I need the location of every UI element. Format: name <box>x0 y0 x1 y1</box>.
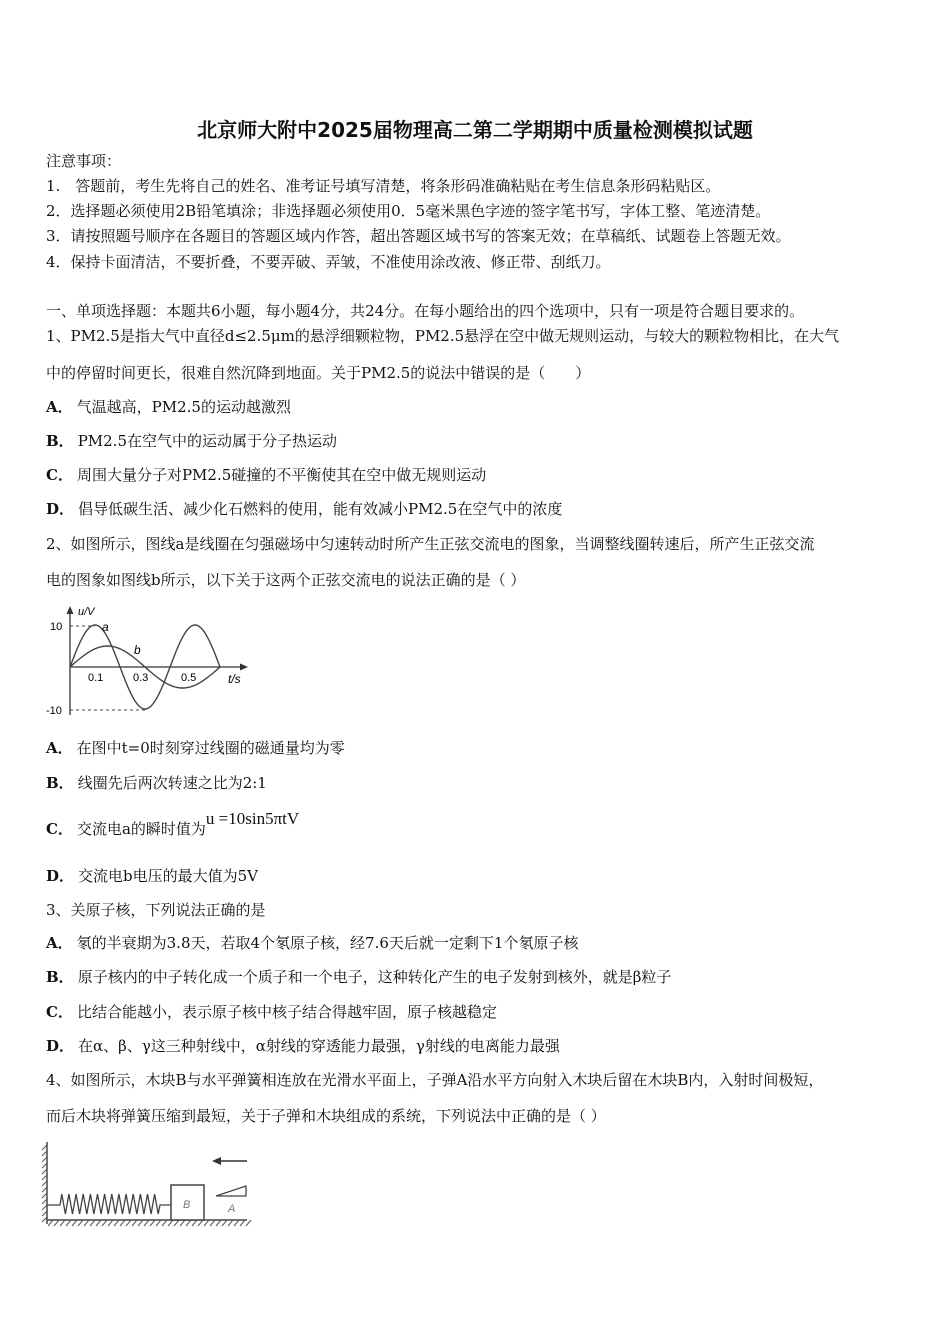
option-text: 原子核内的中子转化成一个质子和一个电子，这种转化产生的电子发射到核外，就是β粒子 <box>77 968 672 986</box>
option-label: C． <box>46 1003 73 1021</box>
hatch-line <box>162 1220 167 1226</box>
hatch-line <box>120 1220 125 1226</box>
hatch-line <box>114 1220 119 1226</box>
notice-item: 3．请按照题号顺序在各题目的答题区域内作答，超出答题区域书写的答案无效；在草稿纸、试题卷上答题无效。 <box>46 227 791 245</box>
y-tick: 10 <box>50 621 63 633</box>
option-a <box>46 738 345 758</box>
hatch-line <box>186 1220 191 1226</box>
option-a <box>46 397 291 417</box>
option-label: A． <box>46 934 73 952</box>
x-tick: 0.1 <box>88 672 104 684</box>
option-label: A． <box>46 739 73 757</box>
floor-hatch <box>48 1220 251 1226</box>
option-c <box>46 1002 497 1022</box>
question-stem: 中的停留时间更长，很难自然沉降到地面。关于PM2.5的说法中错误的是（ ） <box>46 364 591 382</box>
notice-item: 4．保持卡面清洁，不要折叠，不要弄破、弄皱，不准使用涂改液、修正带、刮纸刀。 <box>46 253 611 271</box>
hatch-line <box>132 1220 137 1226</box>
option-label: A． <box>46 398 73 416</box>
hatch-line <box>216 1220 221 1226</box>
x-tick: 0.5 <box>181 672 197 684</box>
hatch-line <box>168 1220 173 1226</box>
hatch-line <box>48 1220 53 1226</box>
hatch-line <box>204 1220 209 1226</box>
page-title: 北京师大附中2025届物理高二第二学期期中质量检测模拟试题 <box>197 118 753 142</box>
u-axis-arrow-icon <box>67 606 74 614</box>
bullet-a-label: A <box>228 1203 236 1215</box>
spring-block-figure <box>40 1135 255 1230</box>
block-b-label: B <box>183 1199 191 1211</box>
option-label: B． <box>46 432 74 450</box>
hatch-line <box>144 1220 149 1226</box>
hatch-line <box>90 1220 95 1226</box>
option-text: 线圈先后两次转速之比为2:1 <box>77 774 267 792</box>
option-b <box>46 431 337 451</box>
option-b <box>46 773 267 793</box>
option-text: 在α、β、γ这三种射线中，α射线的穿透能力最强，γ射线的电离能力最强 <box>78 1037 560 1055</box>
hatch-line <box>108 1220 113 1226</box>
hatch-line <box>174 1220 179 1226</box>
question-stem: 1、PM2.5是指大气中直径d≤2.5μm的悬浮细颗粒物，PM2.5悬浮在空中做无规则运动，与较大的颗粒物相比，在大气 <box>46 327 840 345</box>
option-label: B． <box>46 774 74 792</box>
option-label: D． <box>46 500 75 518</box>
hatch-line <box>198 1220 203 1226</box>
bullet-a <box>216 1186 246 1196</box>
question-stem: 4、如图所示，木块B与水平弹簧相连放在光滑水平面上，子弹A沿水平方向射入木块后留在木块B内，入射时间极短， <box>46 1071 824 1089</box>
hatch-line <box>78 1220 83 1226</box>
hatch-line <box>96 1220 101 1226</box>
hatch-line <box>150 1220 155 1226</box>
option-a <box>46 933 578 953</box>
hatch-line <box>102 1220 107 1226</box>
hatch-line <box>228 1220 233 1226</box>
hatch-line <box>210 1220 215 1226</box>
option-text: 倡导低碳生活、减少化石燃料的使用，能有效减小PM2.5在空气中的浓度 <box>78 500 563 518</box>
hatch-line <box>240 1220 245 1226</box>
notice-item: 1. 答题前，考生先将自己的姓名、准考证号填写清楚，将条形码准确粘贴在考生信息条形码粘贴区。 <box>46 177 721 195</box>
hatch-line <box>66 1220 71 1226</box>
hatch-line <box>138 1220 143 1226</box>
hatch-line <box>126 1220 131 1226</box>
option-text: 周围大量分子对PM2.5碰撞的不平衡使其在空中做无规则运动 <box>76 466 487 484</box>
notice-item: 2．选择题必须使用2B铅笔填涂；非选择题必须使用0．5毫米黑色字迹的签字笔书写，字体工整、笔迹清楚。 <box>46 202 771 220</box>
hatch-line <box>192 1220 197 1226</box>
x-tick: 0.3 <box>133 672 149 684</box>
hatch-line <box>54 1220 59 1226</box>
y-axis-label: u/V <box>78 606 95 618</box>
curve-label-a: a <box>102 620 109 634</box>
option-text: 气温越高，PM2.5的运动越激烈 <box>76 398 291 416</box>
option-d <box>46 1036 560 1056</box>
t-axis-arrow-icon <box>240 664 248 671</box>
formula: u =10sin5πtV <box>205 809 300 828</box>
option-b <box>46 967 671 987</box>
option-text: PM2.5在空气中的运动属于分子热运动 <box>77 432 337 450</box>
option-text: 氡的半衰期为3.8天，若取4个氡原子核，经7.6天后就一定剩下1个氡原子核 <box>76 934 579 952</box>
option-label: B． <box>46 968 74 986</box>
option-d <box>46 866 258 886</box>
option-text: 交流电b电压的最大值为5V <box>78 867 258 885</box>
question-stem: 电的图象如图线b所示，以下关于这两个正弦交流电的说法正确的是（ ） <box>46 571 526 589</box>
x-axis-label: t/s <box>228 672 241 686</box>
question-stem: 而后木块将弹簧压缩到最短，关于子弹和木块组成的系统，下列说法中正确的是（ ） <box>46 1107 606 1125</box>
option-c <box>46 809 300 839</box>
hatch-line <box>222 1220 227 1226</box>
option-label: C． <box>46 466 73 484</box>
option-text: 交流电a的瞬时值为 <box>76 820 206 838</box>
option-text: 比结合能越小，表示原子核中核子结合得越牢固，原子核越稳定 <box>76 1003 497 1021</box>
ac-voltage-graph <box>40 598 260 720</box>
option-d <box>46 499 562 519</box>
option-c <box>46 465 486 485</box>
hatch-line <box>246 1220 251 1226</box>
question-stem: 3、关原子核，下列说法正确的是 <box>46 901 266 919</box>
spring <box>47 1194 171 1214</box>
arrow-left-icon <box>212 1157 221 1165</box>
option-label: C． <box>46 820 73 838</box>
question-stem: 2、如图所示，图线a是线圈在匀强磁场中匀速转动时所产生正弦交流电的图象，当调整线圈转速后，所产生正弦交流 <box>46 535 815 553</box>
hatch-line <box>180 1220 185 1226</box>
notice-heading: 注意事项： <box>46 152 122 170</box>
hatch-line <box>84 1220 89 1226</box>
hatch-line <box>60 1220 65 1226</box>
section-heading: 一、单项选择题：本题共6小题，每小题4分，共24分。在每小题给出的四个选项中，只有一项是符合题目要求的。 <box>46 302 805 320</box>
option-text: 在图中t=0时刻穿过线圈的磁通量均为零 <box>76 739 345 757</box>
option-label: D． <box>46 867 75 885</box>
curve-label-b: b <box>134 643 141 657</box>
hatch-line <box>72 1220 77 1226</box>
hatch-line <box>156 1220 161 1226</box>
y-tick: -10 <box>46 705 62 717</box>
option-label: D． <box>46 1037 75 1055</box>
hatch-line <box>234 1220 239 1226</box>
